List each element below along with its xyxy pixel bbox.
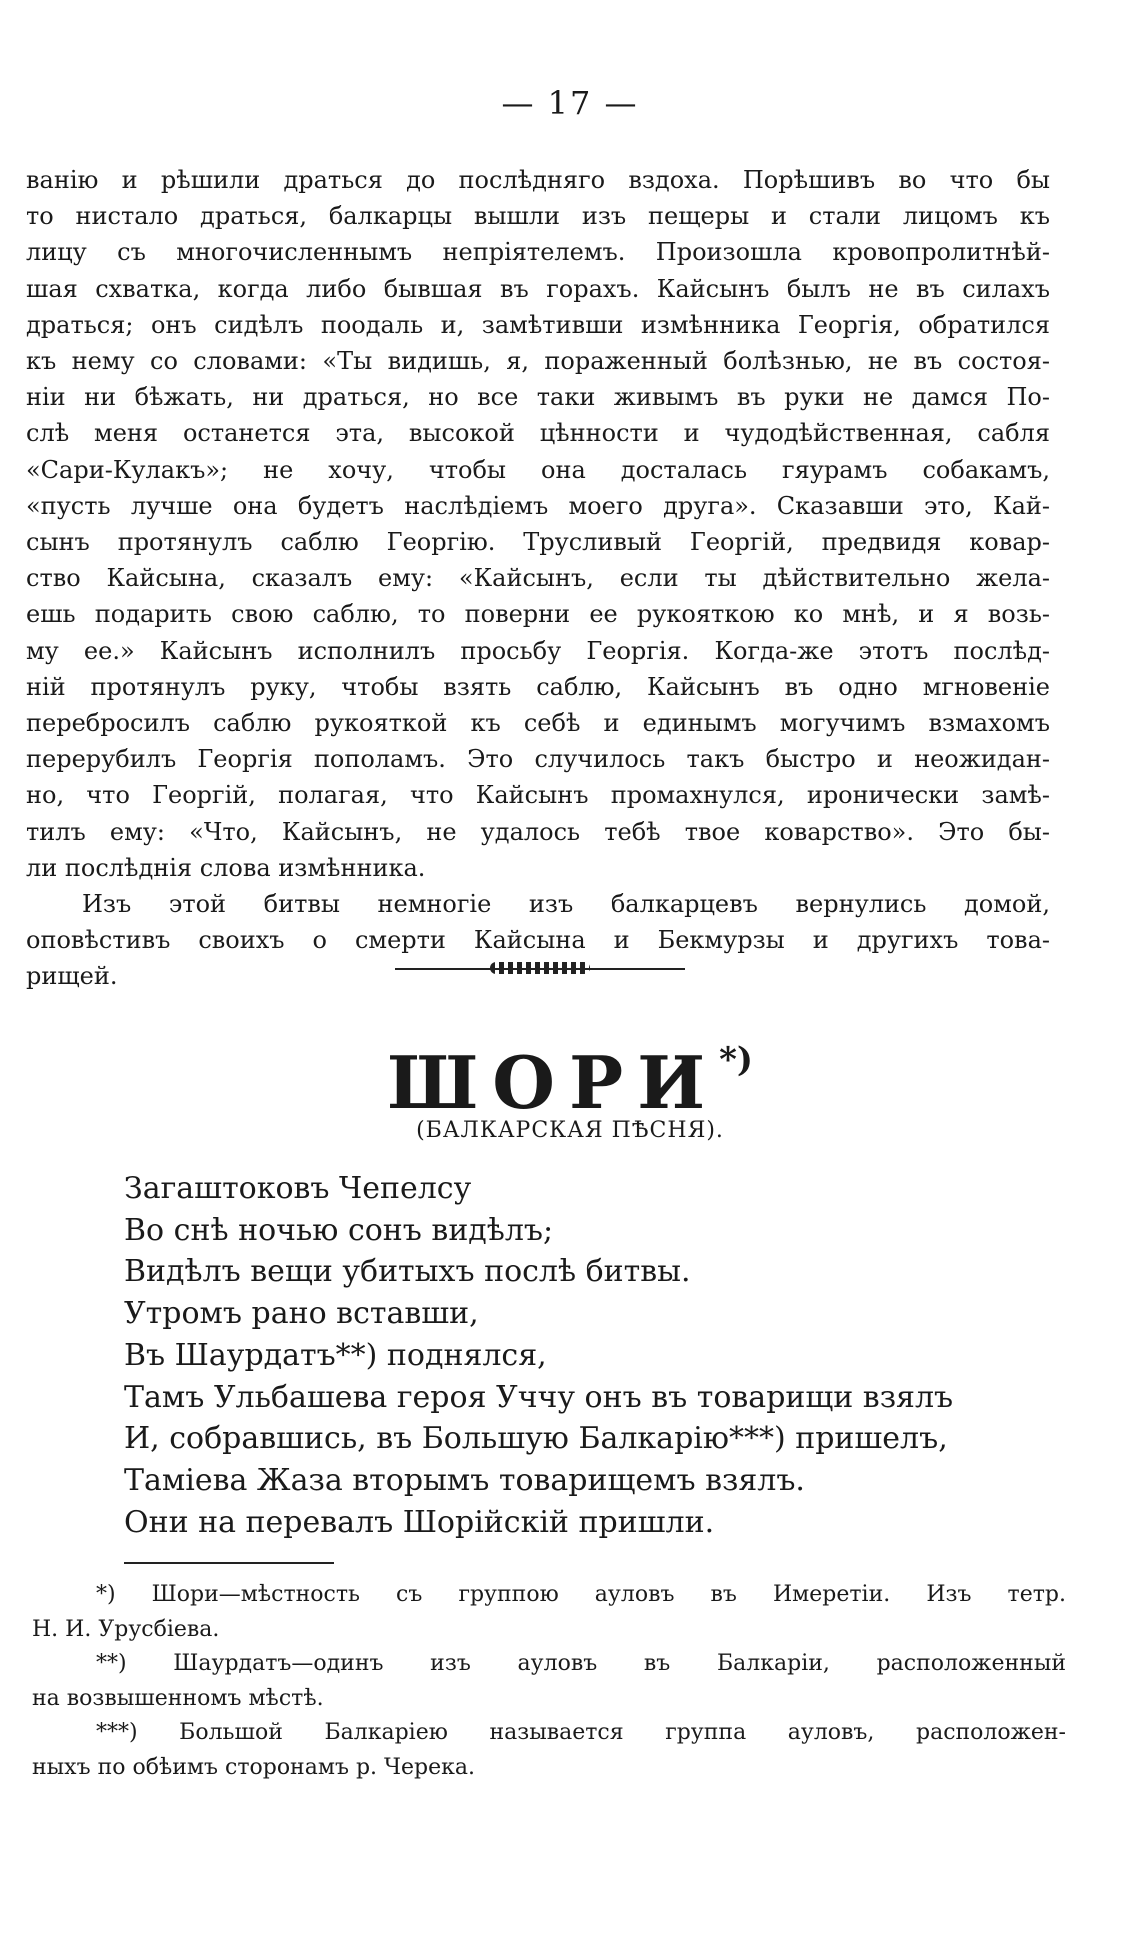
prose-line: ешь подарить свою саблю, то поверни ее рукояткою ко мнѣ, и я возь-: [26, 600, 1050, 629]
poem-line: Загаштоковъ Чепелсу: [124, 1171, 472, 1206]
poem-subtitle: (БАЛКАРСКАЯ ПѢСНЯ).: [416, 1118, 724, 1143]
poem-title-text: ШОРИ: [386, 1040, 720, 1125]
footnote-line: **) Шаурдатъ—одинъ изъ ауловъ въ Балкаріи, расположенный: [96, 1651, 1066, 1676]
poem-line: Во снѣ ночью сонъ видѣлъ;: [124, 1212, 554, 1248]
prose-line: оповѣстивъ своихъ о смерти Кайсына и Бекмурзы и другихъ това-: [26, 926, 1050, 955]
prose-line: «Сари-Кулакъ»; не хочу, чтобы она досталась гяурамъ собакамъ,: [26, 455, 1050, 484]
prose-line: ванію и рѣшили драться до послѣдняго вздоха. Порѣшивъ во что бы: [26, 166, 1050, 194]
footnote-separator: [124, 1562, 334, 1564]
prose-line: перебросилъ саблю рукояткой къ себѣ и единымъ могучимъ взмахомъ: [26, 709, 1050, 738]
footnotes: [32, 1578, 1066, 1785]
footnote-line: Н. И. Урусбіева.: [32, 1616, 220, 1642]
footnote-line: на возвышенномъ мѣстѣ.: [32, 1685, 324, 1711]
prose-line: ній протянулъ руку, чтобы взять саблю, Кайсынъ въ одно мгновеніе: [26, 672, 1050, 701]
prose-line: перерубилъ Георгія пополамъ. Это случилось такъ быстро и неожидан-: [26, 745, 1050, 774]
footnote-line: *) Шори—мѣстность съ группою ауловъ въ Имеретіи. Изъ тетр.: [96, 1582, 1066, 1607]
poem-line: Таміева Жаза вторымъ товарищемъ взялъ.: [124, 1462, 805, 1498]
prose-line: ніи ни бѣжать, ни драться, но все таки живымъ въ руки не дамся По-: [26, 383, 1050, 412]
footnote-line: ныхъ по обѣимъ сторонамъ р. Черека.: [32, 1754, 475, 1780]
poem-line: Утромъ рано вставши,: [124, 1296, 479, 1332]
prose-line: «пусть лучше она будетъ наслѣдіемъ моего друга». Сказавши это, Кай-: [26, 491, 1050, 520]
prose-line: ство Кайсына, сказалъ ему: «Кайсынъ, если ты дѣйствительно жела-: [26, 564, 1050, 593]
poem-line: Въ Шаурдатъ**) поднялся,: [124, 1337, 547, 1373]
prose-line: къ нему со словами: «Ты видишь, я, пораженный болѣзнью, не въ состоя-: [26, 347, 1050, 376]
prose-line: ли послѣднія слова измѣнника.: [26, 853, 426, 882]
poem-line: Видѣлъ вещи убитыхъ послѣ битвы.: [124, 1254, 691, 1290]
prose-line: драться; онъ сидѣлъ поодаль и, замѣтивши измѣнника Георгія, обратился: [26, 310, 1050, 339]
prose-line: то нистало драться, балкарцы вышли изъ пещеры и стали лицомъ къ: [26, 202, 1050, 231]
poem-line: Тамъ Ульбашева героя Уччу онъ въ товарищи взялъ: [124, 1379, 954, 1415]
prose-line: но, что Георгій, полагая, что Кайсынъ промахнулся, иронически замѣ-: [26, 781, 1050, 810]
prose-line: тилъ ему: «Что, Кайсынъ, не удалось тебѣ твое коварство». Это бы-: [26, 817, 1050, 846]
poem-verses: [124, 1168, 1064, 1543]
section-divider: [395, 966, 685, 972]
page-number: — 17 —: [501, 84, 639, 122]
prose-line: му ее.» Кайсынъ исполнилъ просьбу Георгія. Когда-же этотъ послѣд-: [26, 636, 1050, 665]
footnote-line: ***) Большой Балкаріею называется группа ауловъ, расположен-: [96, 1720, 1066, 1745]
prose-line: Изъ этой битвы немногіе изъ балкарцевъ вернулись домой,: [82, 890, 1050, 919]
poem-line: Они на перевалъ Шорійскій пришли.: [124, 1504, 715, 1540]
footnote-marker: *): [719, 1040, 754, 1080]
divider-ornament-icon: [490, 962, 590, 974]
prose-line: шая схватка, когда либо бывшая въ горахъ. Кайсынъ былъ не въ силахъ: [26, 274, 1050, 303]
prose-line: слѣ меня останется эта, высокой цѣнности и чудодѣйственная, сабля: [26, 419, 1050, 448]
poem-line: И, собравшись, въ Большую Балкарію***) пришелъ,: [124, 1421, 948, 1457]
prose-line: лицу съ многочисленнымъ непріятелемъ. Произошла кровопролитнѣй-: [26, 238, 1050, 267]
prose-text: [26, 162, 1050, 995]
prose-line: сынъ протянулъ саблю Георгію. Трусливый Георгій, предвидя ковар-: [26, 528, 1050, 557]
prose-line: рищей.: [26, 962, 118, 991]
poem-title: [0, 1040, 1140, 1125]
